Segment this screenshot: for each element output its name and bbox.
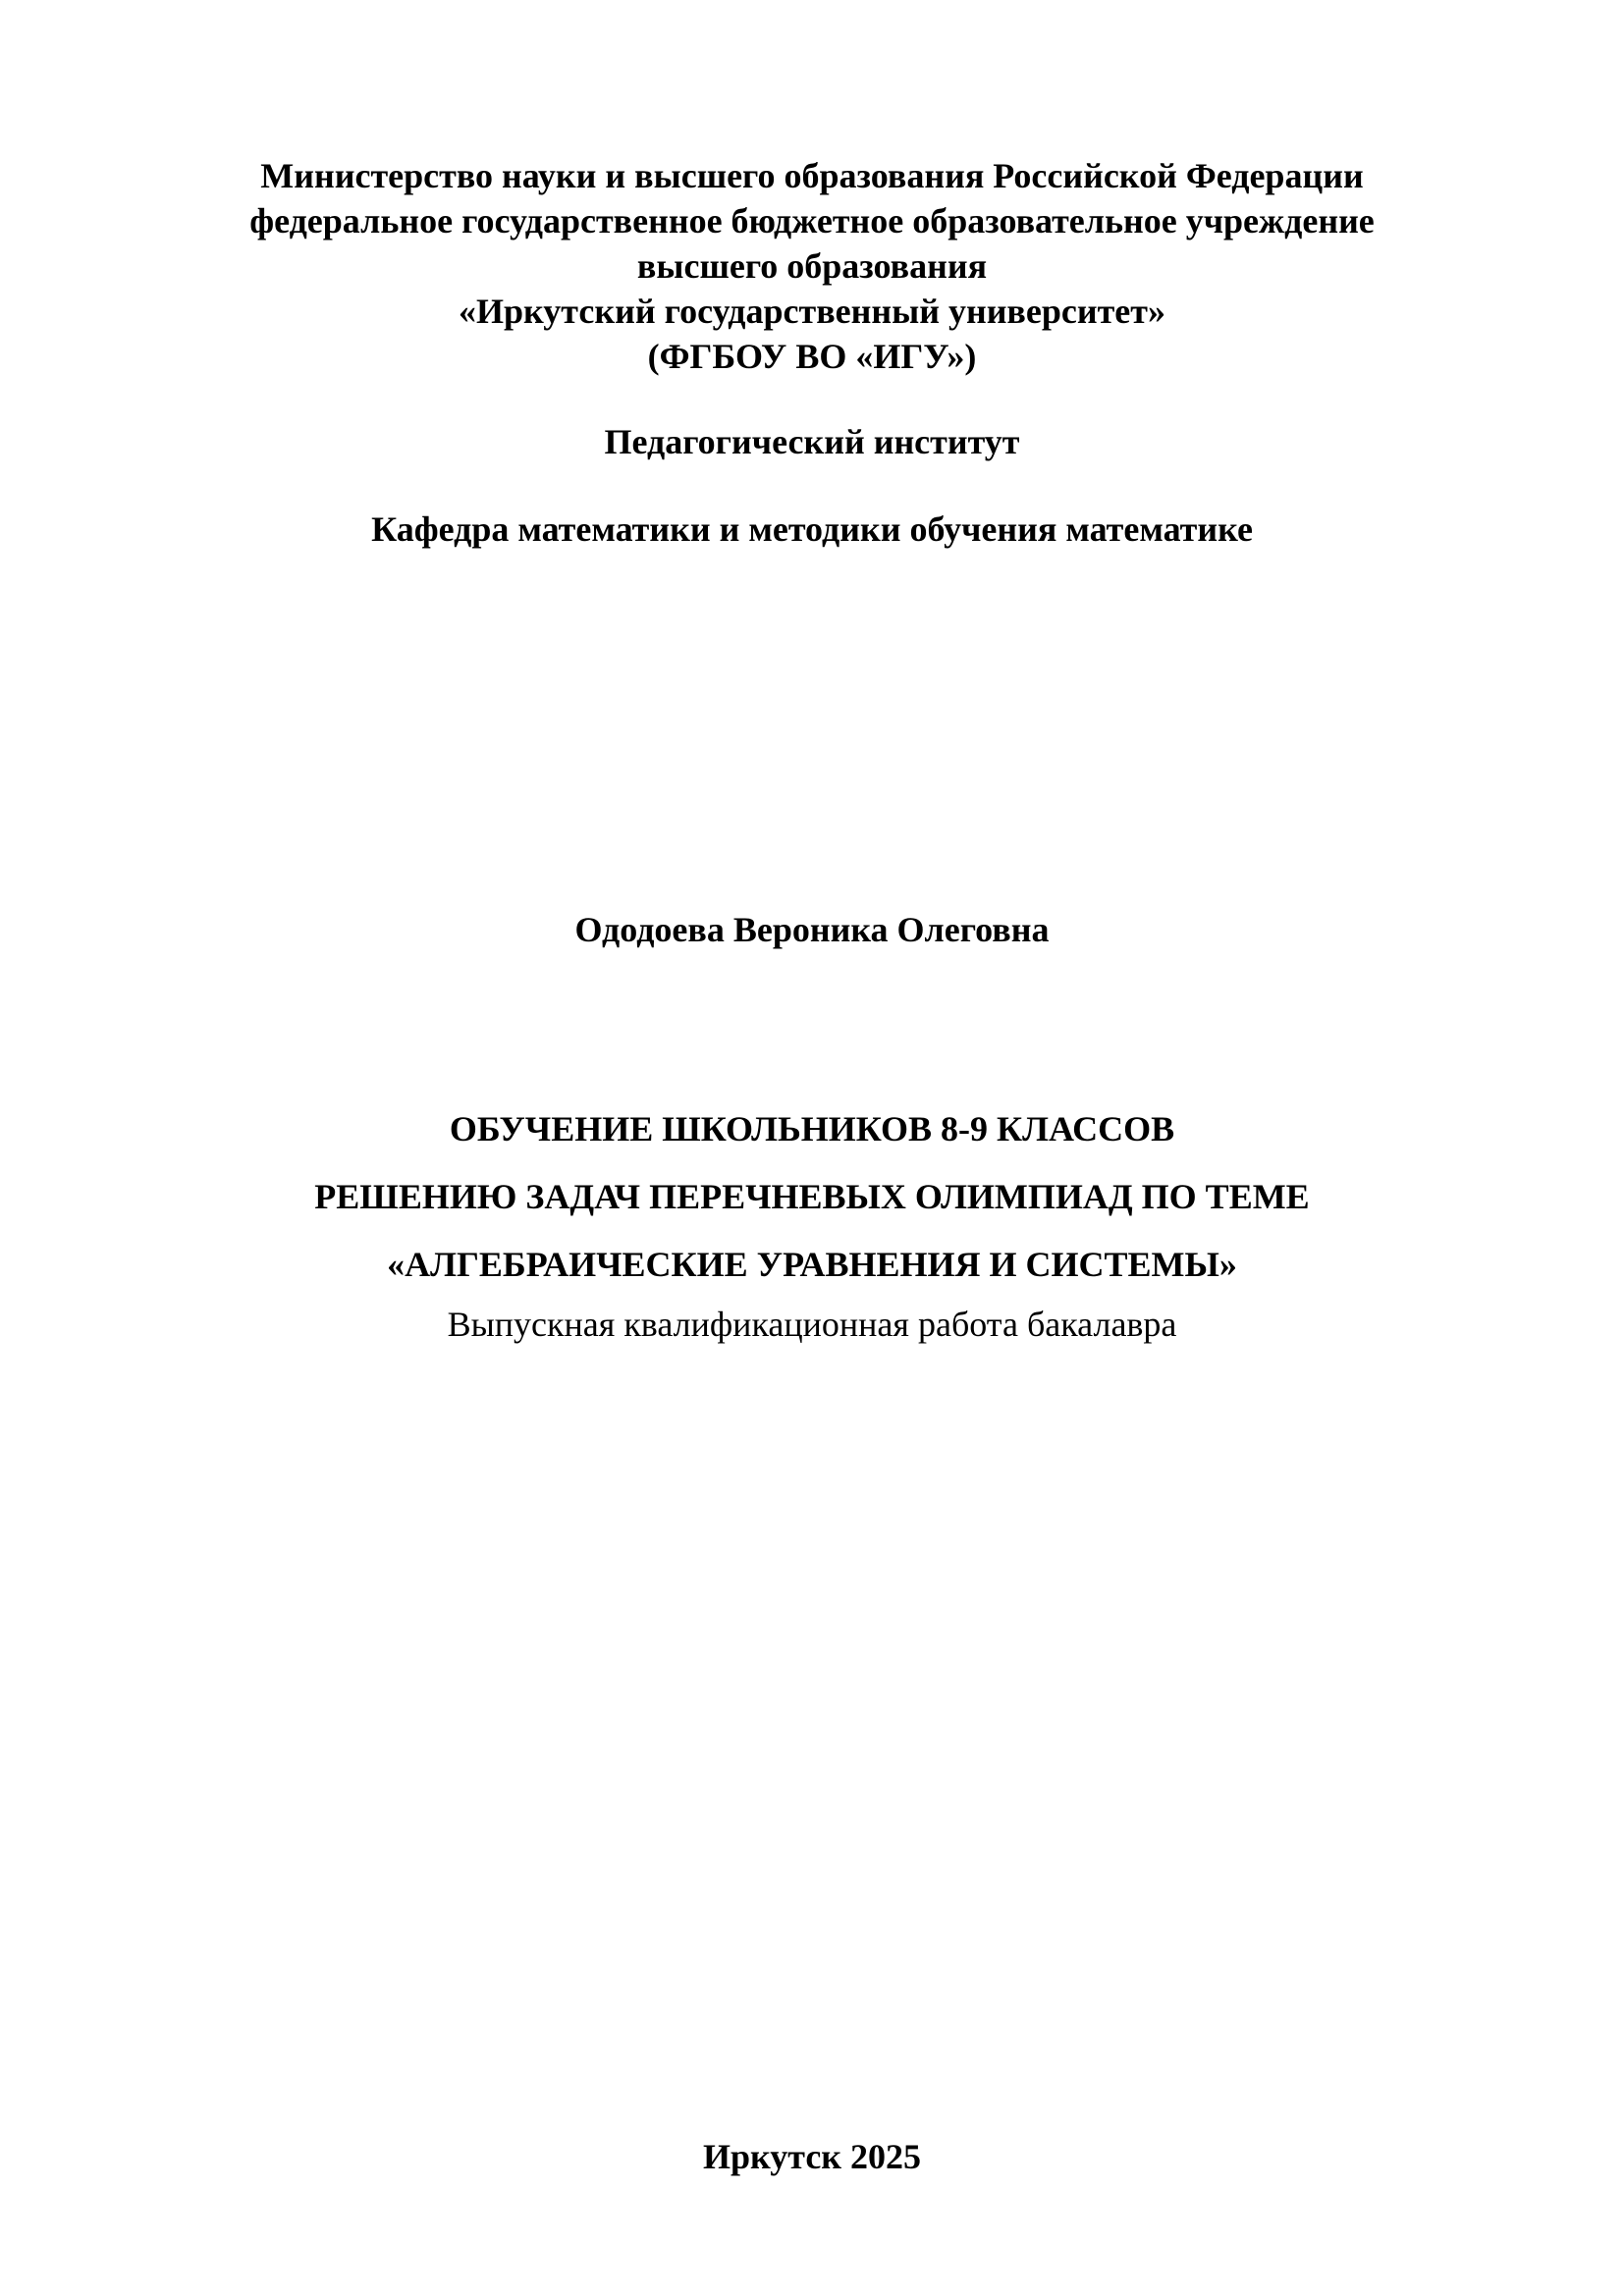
author-name: Ододоева Вероника Олеговна bbox=[574, 910, 1050, 949]
thesis-title-line-3: «АЛГЕБРАИЧЕСКИЕ УРАВНЕНИЯ И СИСТЕМЫ» bbox=[387, 1245, 1237, 1284]
work-type: Выпускная квалификационная работа бакалавра bbox=[447, 1305, 1177, 1344]
institution-type-line: федеральное государственное бюджетное образовательное учреждение bbox=[249, 201, 1375, 240]
education-level-line: высшего образования bbox=[636, 246, 988, 286]
thesis-title-line-1: ОБУЧЕНИЕ ШКОЛЬНИКОВ 8-9 КЛАССОВ bbox=[449, 1109, 1175, 1148]
ministry-heading: Министерство науки и высшего образования Российской Федерации bbox=[260, 156, 1364, 195]
department-name: Кафедра математики и методики обучения математике bbox=[371, 509, 1253, 549]
university-abbreviation: (ФГБОУ ВО «ИГУ») bbox=[647, 337, 977, 376]
city-year: Иркутск 2025 bbox=[702, 2137, 922, 2176]
institute-name: Педагогический институт bbox=[604, 422, 1020, 461]
thesis-title-line-2: РЕШЕНИЮ ЗАДАЧ ПЕРЕЧНЕВЫХ ОЛИМПИАД ПО ТЕМЕ bbox=[314, 1177, 1310, 1216]
university-name: «Иркутский государственный университет» bbox=[459, 292, 1165, 331]
